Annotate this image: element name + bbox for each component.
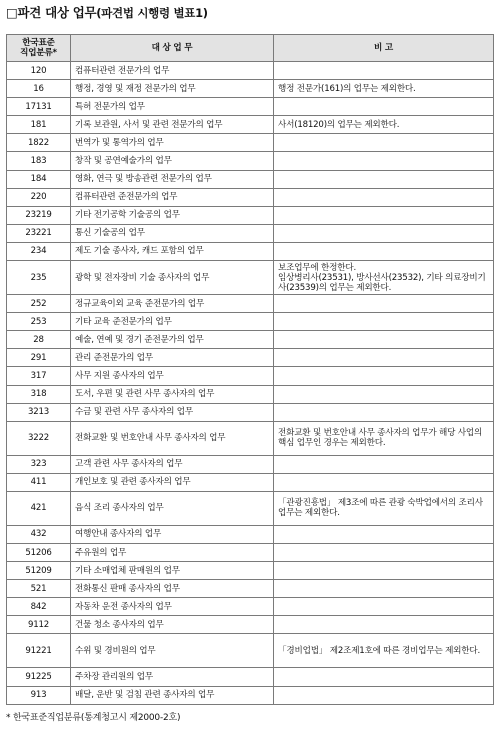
cell-job: 행정, 경영 및 재정 전문가의 업무: [71, 80, 274, 98]
dispatch-jobs-table: [6, 34, 494, 705]
table-row: [7, 116, 494, 134]
cell-code: 23219: [7, 206, 71, 224]
table-row: [7, 170, 494, 188]
cell-code: 317: [7, 367, 71, 385]
table-row: [7, 455, 494, 473]
cell-job: 건물 청소 종사자의 업무: [71, 616, 274, 634]
table-row: [7, 242, 494, 260]
cell-job: 창작 및 공연예술가의 업무: [71, 152, 274, 170]
table-row: [7, 543, 494, 561]
cell-job: 주유원의 업무: [71, 543, 274, 561]
table-row: [7, 152, 494, 170]
table-row: [7, 525, 494, 543]
table-body: [7, 62, 494, 705]
cell-job: 번역가 및 통역가의 업무: [71, 134, 274, 152]
cell-note: [274, 242, 494, 260]
table-row: [7, 668, 494, 686]
table-row: [7, 562, 494, 580]
cell-note: [274, 455, 494, 473]
cell-note: [274, 403, 494, 421]
cell-code: 183: [7, 152, 71, 170]
cell-job: 기타 소매업체 판매원의 업무: [71, 562, 274, 580]
cell-job: 주차장 관리원의 업무: [71, 668, 274, 686]
footnote: * 한국표준직업분류(통계청고시 제2000-2호): [6, 713, 181, 723]
cell-note: 「관광진흥법」 제3조에 따른 관광 숙박업에서의 조리사 업무는 제외한다.: [274, 491, 494, 525]
cell-code: 252: [7, 295, 71, 313]
cell-job: 기타 교육 준전문가의 업무: [71, 313, 274, 331]
table-row: [7, 385, 494, 403]
cell-note: [274, 62, 494, 80]
cell-code: 521: [7, 580, 71, 598]
cell-code: 91221: [7, 634, 71, 668]
cell-note: [274, 668, 494, 686]
cell-code: 16: [7, 80, 71, 98]
table-row: [7, 473, 494, 491]
table-row: [7, 580, 494, 598]
cell-job: 정규교육이외 교육 준전문가의 업무: [71, 295, 274, 313]
cell-code: 234: [7, 242, 71, 260]
cell-note: [274, 349, 494, 367]
title-main: □파견 대상 업무: [6, 5, 97, 20]
cell-job: 특허 전문가의 업무: [71, 98, 274, 116]
cell-note: [274, 525, 494, 543]
table-row: [7, 295, 494, 313]
table-row: [7, 98, 494, 116]
table-row: [7, 62, 494, 80]
table-row: [7, 616, 494, 634]
header-job: 대 상 업 무: [71, 35, 274, 62]
cell-code: 28: [7, 331, 71, 349]
cell-note: [274, 152, 494, 170]
cell-note: [274, 170, 494, 188]
cell-code: 23221: [7, 224, 71, 242]
cell-code: 318: [7, 385, 71, 403]
cell-note: [274, 543, 494, 561]
cell-note: [274, 562, 494, 580]
cell-job: 통신 기술공의 업무: [71, 224, 274, 242]
cell-note: [274, 616, 494, 634]
cell-note: [274, 313, 494, 331]
cell-code: 842: [7, 598, 71, 616]
cell-code: 51206: [7, 543, 71, 561]
cell-code: 913: [7, 686, 71, 704]
cell-job: 컴퓨터관련 전문가의 업무: [71, 62, 274, 80]
table-row: [7, 367, 494, 385]
cell-code: 411: [7, 473, 71, 491]
table-row: [7, 261, 494, 295]
cell-note: 「경비업법」 제2조제1호에 따른 경비업무는 제외한다.: [274, 634, 494, 668]
title-sub: (파견법 시행령 별표1): [96, 6, 208, 20]
cell-code: 181: [7, 116, 71, 134]
cell-job: 제도 기술 종사자, 캐드 포함의 업무: [71, 242, 274, 260]
table-header-row: [7, 35, 494, 62]
cell-code: 220: [7, 188, 71, 206]
table-row: [7, 491, 494, 525]
table-row: [7, 206, 494, 224]
table-row: [7, 188, 494, 206]
cell-note: [274, 580, 494, 598]
cell-code: 291: [7, 349, 71, 367]
cell-job: 사무 지원 종사자의 업무: [71, 367, 274, 385]
header-note: 비 고: [274, 35, 494, 62]
cell-note: [274, 224, 494, 242]
cell-job: 수위 및 경비원의 업무: [71, 634, 274, 668]
cell-note: [274, 473, 494, 491]
cell-code: 91225: [7, 668, 71, 686]
cell-job: 수금 및 관련 사무 종사자의 업무: [71, 403, 274, 421]
cell-code: 253: [7, 313, 71, 331]
cell-job: 컴퓨터관련 준전문가의 업무: [71, 188, 274, 206]
cell-job: 영화, 연극 및 방송관련 전문가의 업무: [71, 170, 274, 188]
table-row: [7, 598, 494, 616]
cell-code: 235: [7, 261, 71, 295]
cell-note: [274, 295, 494, 313]
cell-note: [274, 367, 494, 385]
cell-job: 여행안내 종사자의 업무: [71, 525, 274, 543]
cell-job: 개인보호 및 관련 종사자의 업무: [71, 473, 274, 491]
cell-note: [274, 134, 494, 152]
table-row: [7, 224, 494, 242]
cell-code: 323: [7, 455, 71, 473]
cell-job: 음식 조리 종사자의 업무: [71, 491, 274, 525]
cell-code: 3213: [7, 403, 71, 421]
cell-note: 사서(18120)의 업무는 제외한다.: [274, 116, 494, 134]
table-row: [7, 686, 494, 704]
cell-job: 고객 관련 사무 종사자의 업무: [71, 455, 274, 473]
cell-job: 광학 및 전자장비 기술 종사자의 업무: [71, 261, 274, 295]
table-row: [7, 80, 494, 98]
cell-job: 기타 전기공학 기술공의 업무: [71, 206, 274, 224]
cell-note: 행정 전문가(161)의 업무는 제외한다.: [274, 80, 494, 98]
cell-code: 1822: [7, 134, 71, 152]
cell-job: 전화통신 판매 종사자의 업무: [71, 580, 274, 598]
table-row: [7, 634, 494, 668]
cell-code: 51209: [7, 562, 71, 580]
table-row: [7, 134, 494, 152]
cell-code: 9112: [7, 616, 71, 634]
table-row: [7, 349, 494, 367]
cell-code: 432: [7, 525, 71, 543]
cell-code: 17131: [7, 98, 71, 116]
cell-note: [274, 331, 494, 349]
table-row: [7, 403, 494, 421]
cell-note: 보조업무에 한정한다. 임상병리사(23531), 방사선사(23532), 기타 의료장비기사(23539)의 업무는 제외한다.: [274, 261, 494, 295]
cell-note: [274, 98, 494, 116]
cell-job: 예술, 연예 및 경기 준전문가의 업무: [71, 331, 274, 349]
cell-job: 전화교환 및 번호안내 사무 종사자의 업무: [71, 421, 274, 455]
cell-job: 관리 준전문가의 업무: [71, 349, 274, 367]
cell-code: 421: [7, 491, 71, 525]
cell-code: 120: [7, 62, 71, 80]
cell-job: 자동차 운전 종사자의 업무: [71, 598, 274, 616]
cell-job: 기록 보관원, 사서 및 관련 전문가의 업무: [71, 116, 274, 134]
cell-note: [274, 686, 494, 704]
cell-code: 3222: [7, 421, 71, 455]
cell-note: [274, 188, 494, 206]
cell-note: [274, 598, 494, 616]
cell-note: [274, 385, 494, 403]
table-row: [7, 331, 494, 349]
table-row: [7, 313, 494, 331]
table-row: [7, 421, 494, 455]
cell-note: 전화교환 및 번호안내 사무 종사자의 업무가 해당 사업의 핵심 업무인 경우는 제외한다.: [274, 421, 494, 455]
cell-job: 도서, 우편 및 관련 사무 종사자의 업무: [71, 385, 274, 403]
cell-job: 배달, 운반 및 검침 관련 종사자의 업무: [71, 686, 274, 704]
page-title: [6, 3, 208, 21]
cell-note: [274, 206, 494, 224]
header-code: 한국표준 직업분류*: [7, 35, 71, 62]
cell-code: 184: [7, 170, 71, 188]
